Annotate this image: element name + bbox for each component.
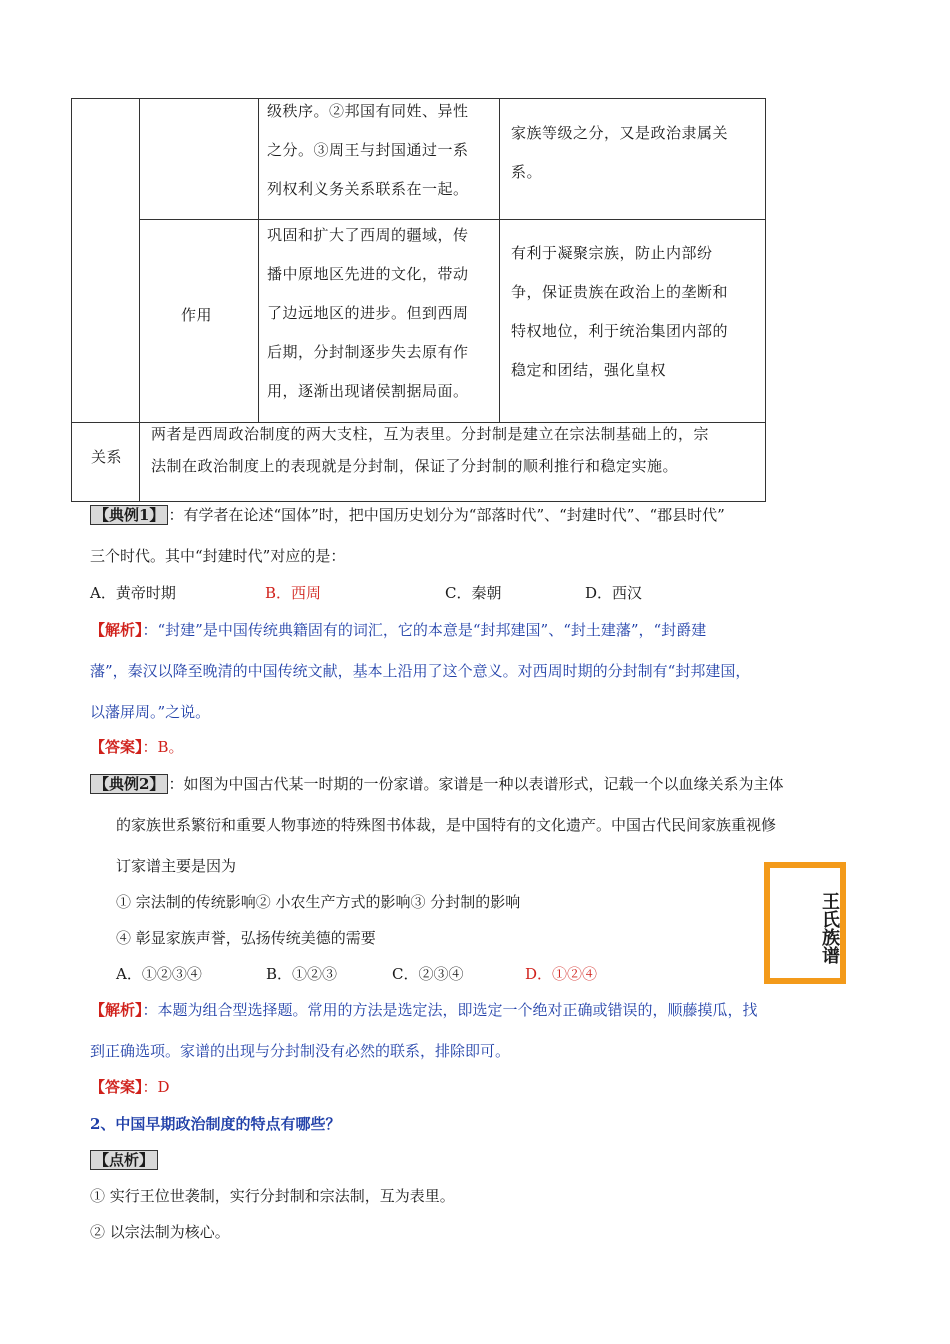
- family-tree-book-title: 王氏族谱: [819, 892, 840, 964]
- example2-option-b: B．①②③: [266, 965, 338, 983]
- example1-analysis-label: 【解析】: [90, 621, 143, 639]
- example2-item-2: ④ 彰显家族声誉，弘扬传统美德的需要: [116, 929, 376, 947]
- table-col-divider-relation: [139, 422, 140, 502]
- example2-item-1: ① 宗法制的传统影响② 小农生产方式的影响③ 分封制的影响: [116, 893, 521, 911]
- example2-answer: 【答案】：D: [90, 1078, 170, 1096]
- table-cell-relation: 两者是西周政治制度的两大支柱，互为表里。分封制是建立在宗法制基础上的，宗 法制在政治制度上的表现就是分封制，保证了分封制的顺利推行和稳定实施。: [151, 425, 710, 475]
- section2-point-1: ① 实行王位世袭制，实行分封制和宗法制，互为表里。: [90, 1187, 455, 1205]
- table-border-left: [71, 98, 72, 502]
- table-cell-r2c4: 有利于凝聚宗族，防止内部纷 争，保证贵族在政治上的垄断和 特权地位，利于统治集团内部的 稳定和团结，强化皇权: [511, 244, 729, 379]
- table-cell-r2c3: 巩固和扩大了西周的疆域，传 播中原地区先进的文化，带动 了边远地区的进步。但到西周 后期，分封制逐步失去原有作 用，逐渐出现诸侯割据局面。: [267, 226, 469, 400]
- example2-option-c: C．②③④: [392, 965, 464, 983]
- example2-option-d: D．①②④: [525, 965, 598, 983]
- table-row-label-effect: 作用: [181, 306, 213, 324]
- example2-option-a: A．①②③④: [116, 965, 202, 983]
- example2-question-line3: 订家谱主要是因为: [116, 857, 237, 875]
- example1-analysis-line2: 藩”，秦汉以降至晚清的中国传统文献，基本上沿用了这个意义。对西周时期的分封制有“封邦建国，: [90, 662, 751, 680]
- example1-analysis-line3: 以藩屏周。”之说。: [90, 703, 211, 721]
- table-cell-r1c3: 级秩序。②邦国有同姓、异性 之分。③周王与封国通过一系 列权利义务关系联系在一起。: [267, 102, 469, 198]
- section2-tag: 【点析】: [90, 1150, 158, 1170]
- example2-tag: 【典例2】: [90, 774, 168, 794]
- family-tree-book-image: [764, 862, 846, 984]
- example1-option-d: D．西汉: [585, 584, 643, 602]
- example2-analysis-line2: 到正确选项。家谱的出现与分封制没有必然的联系，排除即可。: [90, 1042, 511, 1060]
- example1-option-c: C．秦朝: [445, 584, 502, 602]
- table-row-label-relation: 关系: [91, 448, 123, 466]
- table-col-divider-2: [258, 98, 259, 423]
- example2-analysis-line1: 【解析】：本题为组合型选择题。常用的方法是选定法，即选定一个绝对正确或错误的，顺藤摸瓜，找: [90, 1001, 758, 1019]
- example2-question-line1: 【典例2】 ：如图为中国古代某一时期的一份家谱。家谱是一种以表谱形式，记载一个以血缘关系为主体: [90, 774, 783, 794]
- example1-option-b: B．西周: [265, 584, 322, 602]
- example2-question-line2: 的家族世系繁衍和重要人物事迹的特殊图书体裁，是中国特有的文化遗产。中国古代民间家族重视修: [116, 816, 777, 834]
- section2-title: 2、中国早期政治制度的特点有哪些？: [90, 1115, 341, 1133]
- section2-point-2: ② 以宗法制为核心。: [90, 1223, 230, 1241]
- example1-tag: 【典例1】: [90, 505, 168, 525]
- example2-analysis-label: 【解析】: [90, 1001, 143, 1019]
- table-cell-r1c4: 家族等级之分，又是政治隶属关 系。: [511, 124, 729, 181]
- example1-answer: 【答案】：B。: [90, 738, 184, 756]
- example1-question-line2: 三个时代。其中“封建时代”对应的是：: [90, 547, 346, 565]
- comparison-table: [71, 98, 766, 502]
- table-col-divider-1: [139, 98, 140, 423]
- example1-question-line1: 【典例1】 ：有学者在论述“国体”时，把中国历史划分为“部落时代”、“封建时代”、“郡县时代”: [90, 505, 725, 525]
- table-border-bottom: [71, 501, 766, 502]
- example1-option-a: A．黄帝时期: [90, 584, 176, 602]
- section2-tag-wrap: [90, 1150, 158, 1170]
- example1-analysis-line1: 【解析】：“封建”是中国传统典籍固有的词汇，它的本意是“封邦建国”、“封土建藩”，“封爵建: [90, 621, 707, 639]
- table-border-right: [765, 98, 766, 502]
- table-col-divider-3: [499, 98, 500, 423]
